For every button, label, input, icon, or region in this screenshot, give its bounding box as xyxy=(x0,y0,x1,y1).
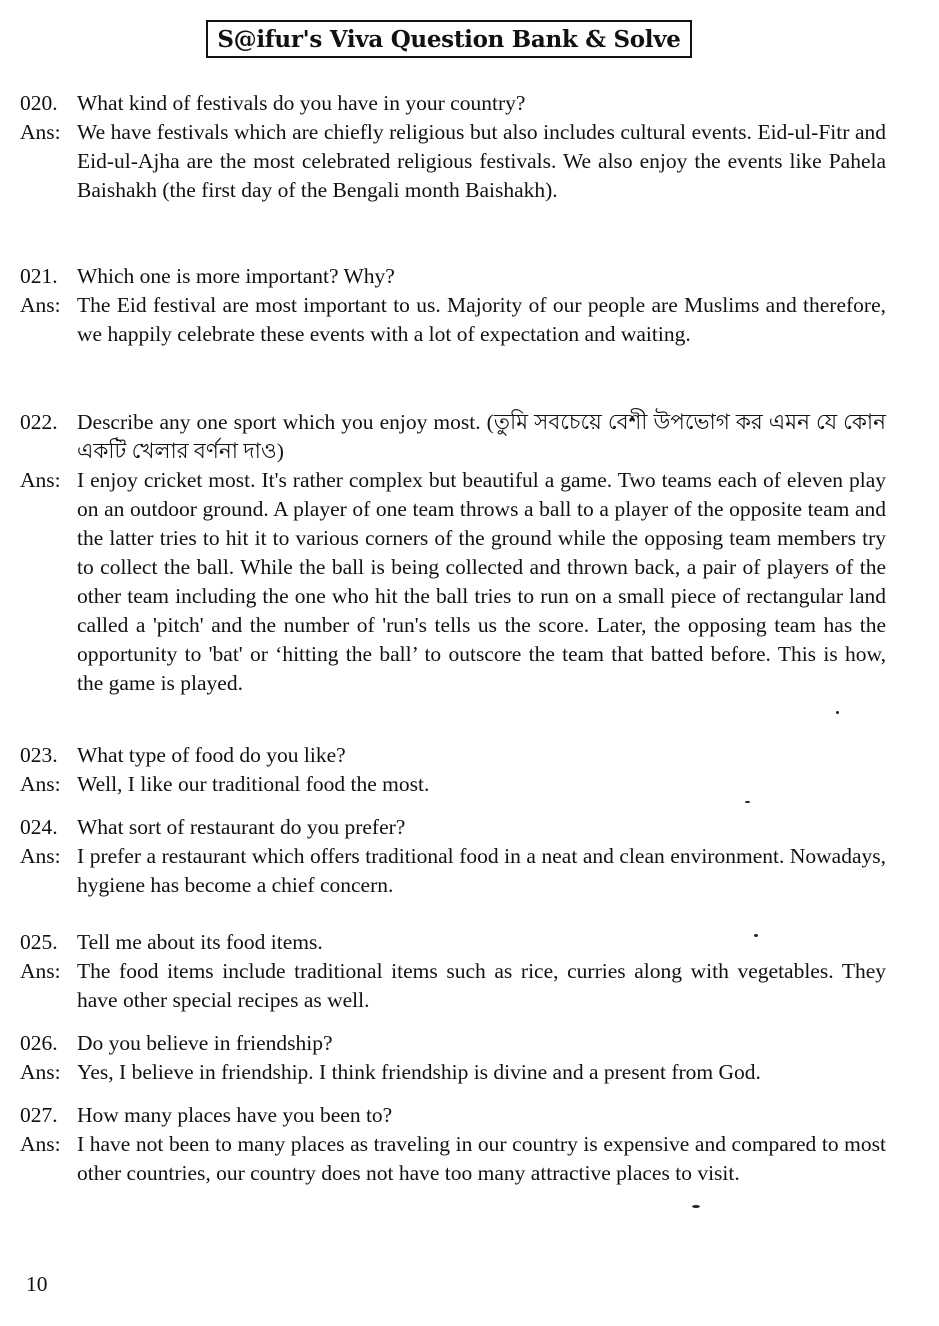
qa-item-025 xyxy=(20,928,886,1015)
answer-label: Ans: xyxy=(20,844,61,868)
qa-item-021 xyxy=(20,262,886,349)
answer-text: We have festivals which are chiefly religious but also includes cultural events. Eid-ul-Fitr and Eid-ul-Ajha are the most celebrated religious festivals. We also enjoy the events like Pahela Baishakh (the first day of the Bengali month Baishakh). xyxy=(77,120,886,202)
page-header-title: S@ifur's Viva Question Bank & Solve xyxy=(206,20,692,58)
qa-item-022 xyxy=(20,408,886,698)
question-text: Describe any one sport which you enjoy most. (তুমি সবচেয়ে বেশী উপভোগ কর এমন যে কোন একটি খেলার বর্ণনা দাও) xyxy=(77,410,886,463)
answer-row xyxy=(20,291,886,349)
question-number: 022. xyxy=(20,410,58,434)
scan-speck xyxy=(692,1205,700,1208)
answer-row xyxy=(20,1130,886,1188)
question-row xyxy=(20,408,886,466)
page-number: 10 xyxy=(26,1272,48,1296)
answer-label: Ans: xyxy=(20,120,61,144)
question-text: Do you believe in friendship? xyxy=(77,1031,333,1055)
question-text: What sort of restaurant do you prefer? xyxy=(77,815,406,839)
answer-text: I have not been to many places as traveling in our country is expensive and compared to most other countries, our country does not have too many attractive places to visit. xyxy=(77,1132,886,1185)
question-row xyxy=(20,262,886,291)
answer-row xyxy=(20,957,886,1015)
answer-label: Ans: xyxy=(20,1132,61,1156)
answer-row xyxy=(20,842,886,900)
answer-row xyxy=(20,770,886,799)
answer-label: Ans: xyxy=(20,772,61,796)
scan-speck xyxy=(836,711,839,714)
answer-label: Ans: xyxy=(20,468,61,492)
qa-item-024 xyxy=(20,813,886,900)
question-text: Tell me about its food items. xyxy=(77,930,323,954)
question-row xyxy=(20,928,886,957)
scan-speck xyxy=(754,934,758,937)
question-number: 027. xyxy=(20,1103,58,1127)
question-row xyxy=(20,813,886,842)
question-text: Which one is more important? Why? xyxy=(77,264,395,288)
question-number: 020. xyxy=(20,91,58,115)
qa-item-020 xyxy=(20,89,886,205)
question-number: 025. xyxy=(20,930,58,954)
question-number: 024. xyxy=(20,815,58,839)
answer-label: Ans: xyxy=(20,959,61,983)
answer-text: The Eid festival are most important to us. Majority of our people are Muslims and therefore, we happily celebrate these events with a lot of expectation and waiting. xyxy=(77,293,886,346)
answer-label: Ans: xyxy=(20,293,61,317)
answer-text: Yes, I believe in friendship. I think friendship is divine and a present from God. xyxy=(77,1060,761,1084)
question-row xyxy=(20,1101,886,1130)
question-row xyxy=(20,89,886,118)
qa-item-023 xyxy=(20,741,886,799)
question-row xyxy=(20,741,886,770)
question-number: 026. xyxy=(20,1031,58,1055)
answer-text: Well, I like our traditional food the most. xyxy=(77,772,430,796)
answer-label: Ans: xyxy=(20,1060,61,1084)
qa-item-027 xyxy=(20,1101,886,1188)
scan-speck xyxy=(745,801,750,803)
question-number: 023. xyxy=(20,743,58,767)
answer-row xyxy=(20,118,886,205)
answer-text: I enjoy cricket most. It's rather complex but beautiful a game. Two teams each of eleven play on an outdoor ground. A player of one team throws a ball to a player of the opposite team and the latter tries to hit it to various corners of the ground while the opposing team members try to collect the ball. While the ball is being collected and thrown back, a pair of players of the other team including the one who hit the ball tries to run on a small piece of rectangular land called a 'pitch' and the number of 'run's tells us the score. Later, the opposing team has the opportunity to 'bat' or ‘hitting the ball’ to outscore the team that batted before. This is how, the game is played. xyxy=(77,468,886,695)
qa-item-026 xyxy=(20,1029,886,1087)
question-text: What kind of festivals do you have in your country? xyxy=(77,91,526,115)
answer-text: The food items include traditional items such as rice, curries along with vegetables. They have other special recipes as well. xyxy=(77,959,886,1012)
question-text: What type of food do you like? xyxy=(77,743,346,767)
answer-row xyxy=(20,1058,886,1087)
answer-text: I prefer a restaurant which offers traditional food in a neat and clean environment. Nowadays, hygiene has become a chief concern. xyxy=(77,844,886,897)
answer-row xyxy=(20,466,886,698)
question-row xyxy=(20,1029,886,1058)
question-text: How many places have you been to? xyxy=(77,1103,393,1127)
question-number: 021. xyxy=(20,264,58,288)
